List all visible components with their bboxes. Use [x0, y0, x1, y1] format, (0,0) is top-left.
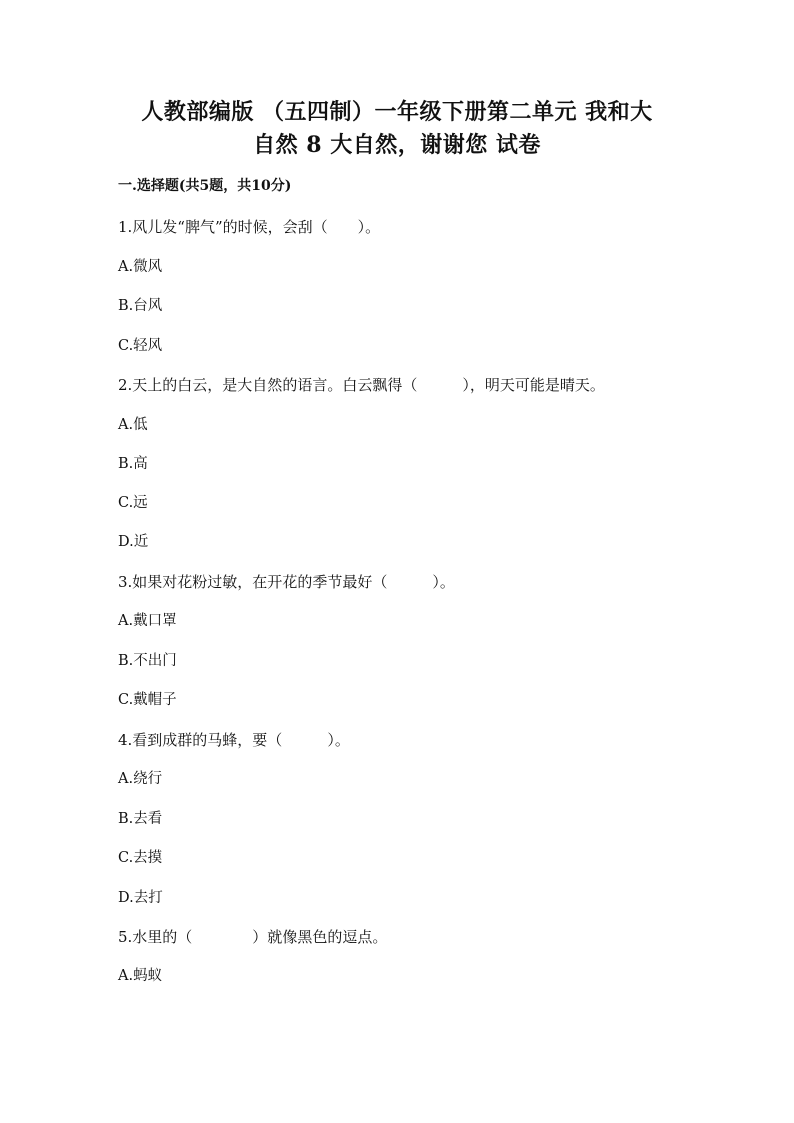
question-5-stem: 5.水里的（ ）就像黑色的逗点。	[118, 928, 388, 946]
question-5-option-a: A.蚂蚁	[118, 968, 163, 984]
question-3-option-b: B.不出门	[118, 653, 177, 669]
question-2-stem: 2.天上的白云，是大自然的语言。白云飘得（ ），明天可能是晴天。	[118, 376, 605, 394]
question-4-option-d: D.去打	[118, 890, 163, 906]
question-3-option-c: C.戴帽子	[118, 692, 177, 708]
question-4-option-c: C.去摸	[118, 850, 163, 866]
question-2-option-a: A.低	[118, 417, 148, 433]
question-4-stem: 4.看到成群的马蜂，要（ ）。	[118, 731, 350, 749]
question-1-option-c: C.轻风	[118, 338, 163, 354]
question-1-option-a: A.微风	[118, 259, 163, 275]
question-4-option-b: B.去看	[118, 811, 163, 827]
question-2-option-b: B.高	[118, 456, 148, 472]
question-2-option-d: D.近	[118, 534, 149, 550]
question-2-option-c: C.远	[118, 495, 148, 511]
question-1-stem: 1.风儿发“脾气”的时候，会刮（ ）。	[118, 218, 381, 236]
exam-title-line-2: 自然 8 大自然，谢谢您 试卷	[253, 132, 541, 158]
question-3-stem: 3.如果对花粉过敏，在开花的季节最好（ ）。	[118, 573, 455, 591]
exam-title-line-1: 人教部编版 （五四制）一年级下册第二单元 我和大	[141, 99, 653, 125]
section-heading: 一.选择题(共5题，共10分)	[118, 178, 292, 194]
question-4-option-a: A.绕行	[118, 771, 163, 787]
question-1-option-b: B.台风	[118, 298, 163, 314]
question-3-option-a: A.戴口罩	[118, 613, 177, 629]
